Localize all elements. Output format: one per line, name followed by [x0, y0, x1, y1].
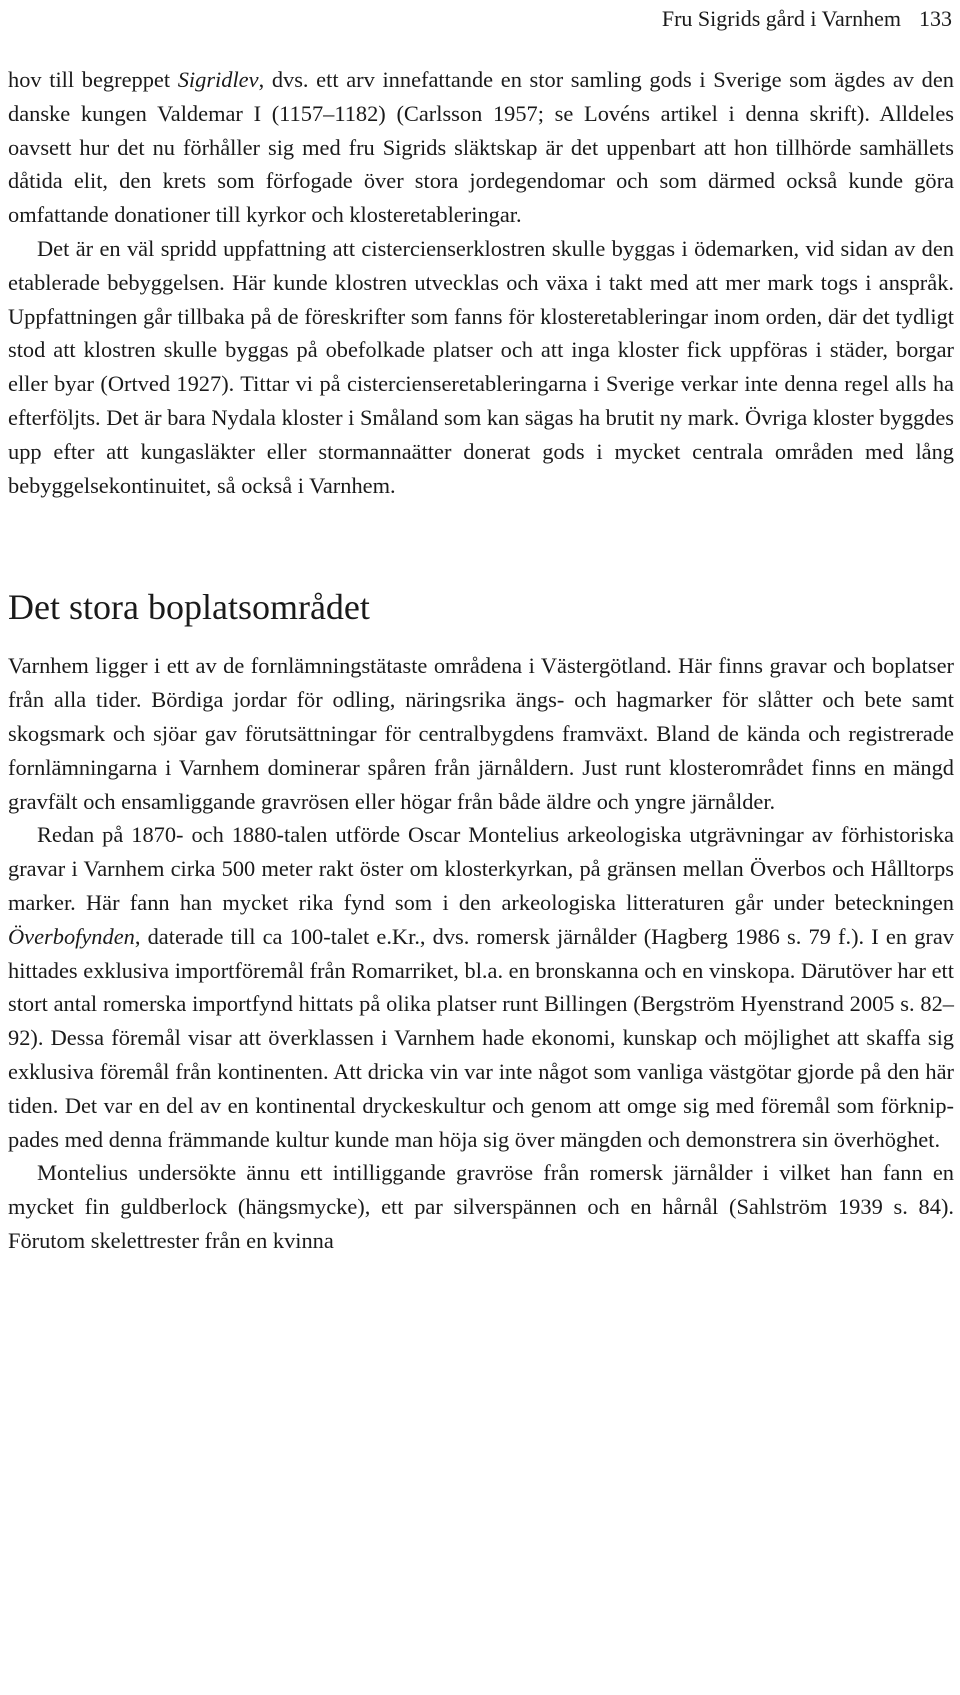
paragraph: Montelius undersökte ännu ett intilliggande gravröse från romersk järnålder i vilket han fann en mycket fin guldberlock (hängsmycke), ett par silverspännen och en hårnål (Sahlström 1939 s. 84). Förutom skelettrester från en kvinna [8, 1160, 954, 1253]
paragraph [8, 818, 954, 1156]
paragraph: Varnhem ligger i ett av de fornlämningstätaste områdena i Västergötland. Här finns gravar och boplatser från alla tider. Bördiga jordar för odling, näringsrika ängs- och hagmarker för slåtter och bete samt skogsmark och sjöar gav förutsättningar för centralbygdens framväxt. Bland de kända och registrerade fornlämningarna i Varnhem dominerar spåren från järnåldern. Just runt klosterområdet finns en mängd gravfält och ensamliggande gravrösen eller högar från både äldre och yngre järnålder. [8, 653, 954, 814]
running-head [662, 4, 952, 34]
paragraph: Det är en väl spridd uppfattning att cistercienserklostren skulle byggas i ödemarken, vid sidan av den etablerade bebyggelsen. Här kunde klostren utvecklas och växa i takt med att mer mark togs i anspråk. Uppfattningen går tillbaka på de föreskrifter som fanns för klosteretableringar inom orden, där det tydligt stod att klostren skulle byggas på obefolkade platser och att inga kloster fick uppföras i städer, borgar eller byar (Ortved 1927). Tittar vi på cistercienseretableringarna i Sverige verkar inte denna regel alls ha efterföljts. Det är bara Nydala kloster i Småland som kan sägas ha brutit ny mark. Övriga kloster byggdes upp efter att kungasläkter eller stormannaätter donerat gods i mycket centrala områden med lång bebyggelsekontinuitet, så också i Varnhem. [8, 235, 954, 498]
text-run: , dvs. ett arv innefattande en stor samling gods i Sverige som ägdes av den danske kungen Valdemar I (1157–1182) (Carlsson 1957; se Lovéns artikel i denna skrift). Alldeles oavsett hur det nu förhåller sig med fru Sigrids släktskap är det uppenbart att hon tillhörde samhällets dåtida elit, den krets som förfogade över stora jordegendomar och som därmed också kunde göra omfattande donationer till kyrkor och klosteretableringar. [8, 67, 954, 228]
text-run: hov till begreppet [8, 67, 178, 92]
italic-term: Överbofynden [8, 923, 135, 949]
running-head-title: Fru Sigrids gård i Varnhem [661, 6, 901, 31]
body-text [8, 63, 954, 1258]
italic-term: Sigridlev [177, 67, 259, 92]
section-heading: Det stora boplatsområdet [8, 587, 370, 628]
paragraph [8, 63, 954, 232]
text-run: , daterade till ca 100-talet e.Kr., dvs. romersk järnålder (Hagberg 1986 s. 79 f.). I en grav hittades exklusiva importföremål från Romarriket, bl.a. en bronskanna och en vinskopa. Därutöver har ett stort antal romerska importfynd hittats på olika platser runt Billingen (Bergström Hyenstrand 2005 s. 82–92). Dessa föremål visar att överklassen i Varnhem hade ekonomi, kunskap och möjlighet att skaffa sig exklusiva föremål från kontinenten. Att dricka vin var inte något som vanliga västgötar gjorde på den här tiden. Det var en del av en kontinental dryckeskultur och genom att omge sig med föremål som förknippades med denna främmande kultur kunde man höja sig över mängden och demonstrera sin överhöghet. [8, 923, 954, 1152]
page-number: 133 [919, 6, 952, 31]
text-run: Redan på 1870- och 1880-talen utförde Oscar Montelius arkeologiska utgrävningar av förhistoriska gravar i Varnhem cirka 500 meter rakt öster om klosterkyrkan, på gränsen mellan Överbos och Hålltorps marker. Här fann han mycket rika fynd som i den arkeologiska litteraturen går under beteckningen [8, 822, 954, 915]
